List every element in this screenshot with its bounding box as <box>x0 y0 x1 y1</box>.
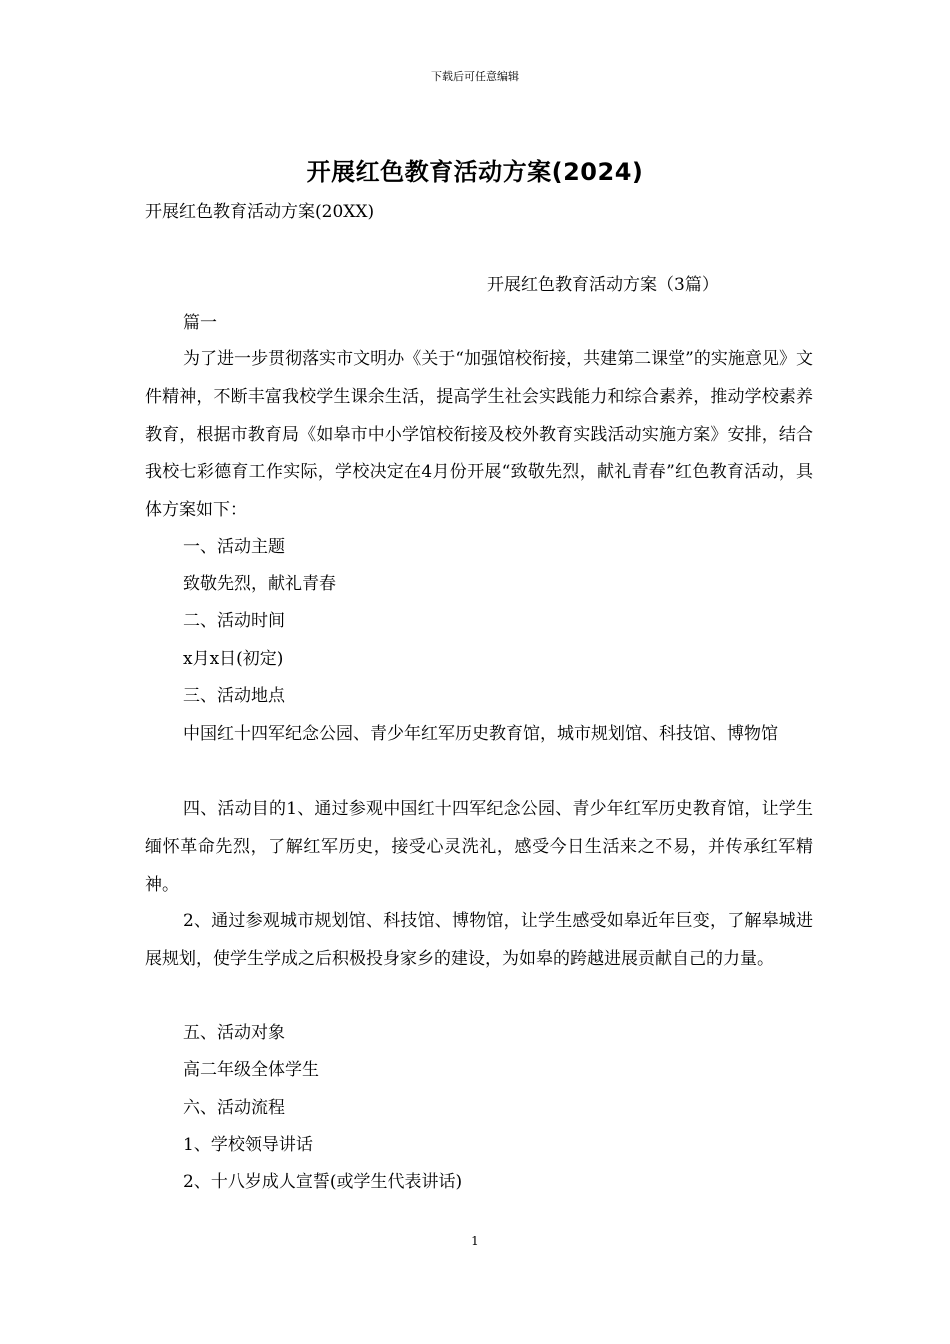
theme-heading: 一、活动主题 <box>183 537 285 557</box>
place-text: 中国红十四军纪念公园、青少年红军历史教育馆，城市规划馆、科技馆、博物馆 <box>183 724 778 744</box>
header-note: 下载后可任意编辑 <box>431 70 519 83</box>
time-heading: 二、活动时间 <box>183 611 285 631</box>
document-title: 开展红色教育活动方案(2024) <box>306 158 644 186</box>
target-heading: 五、活动对象 <box>183 1023 285 1043</box>
time-text: x月x日(初定) <box>183 649 284 669</box>
target-text: 高二年级全体学生 <box>183 1060 319 1080</box>
flow-item: 1、学校领导讲话 <box>183 1135 313 1155</box>
place-heading: 三、活动地点 <box>183 686 285 706</box>
page-number: 1 <box>471 1234 479 1248</box>
goal-paragraph-2: 2、通过参观城市规划馆、科技馆、博物馆，让学生感受如皋近年巨变，了解皋城进展规划，使学生学成之后积极投身家乡的建设，为如皋的跨越进展贡献自己的力量。 <box>145 911 813 969</box>
theme-text: 致敬先烈，献礼青春 <box>183 574 336 594</box>
part-label: 篇一 <box>183 313 217 333</box>
goal-paragraph-1: 四、活动目的1、通过参观中国红十四军纪念公园、青少年红军历史教育馆，让学生缅怀革命先烈，了解红军历史，接受心灵洗礼，感受今日生活来之不易，并传承红军精神。 <box>145 799 813 895</box>
flow-item: 2、十八岁成人宣誓(或学生代表讲话) <box>183 1172 463 1192</box>
document-subtitle: 开展红色教育活动方案(20XX) <box>145 202 375 222</box>
flow-heading: 六、活动流程 <box>183 1098 285 1118</box>
intro-paragraph: 为了进一步贯彻落实市文明办《关于“加强馆校衔接，共建第二课堂”的实施意见》文件精神，不断丰富我校学生课余生活，提高学生社会实践能力和综合素养，推动学校素养教育，根据市教育局《如皋市中小学馆校衔接及校外教育实践活动实施方案》安排，结合我校七彩德育工作实际，学校决定在4月份开展“致敬先烈，献礼青春”红色教育活动，具体方案如下： <box>145 349 813 521</box>
collection-title: 开展红色教育活动方案（3篇） <box>487 275 719 295</box>
